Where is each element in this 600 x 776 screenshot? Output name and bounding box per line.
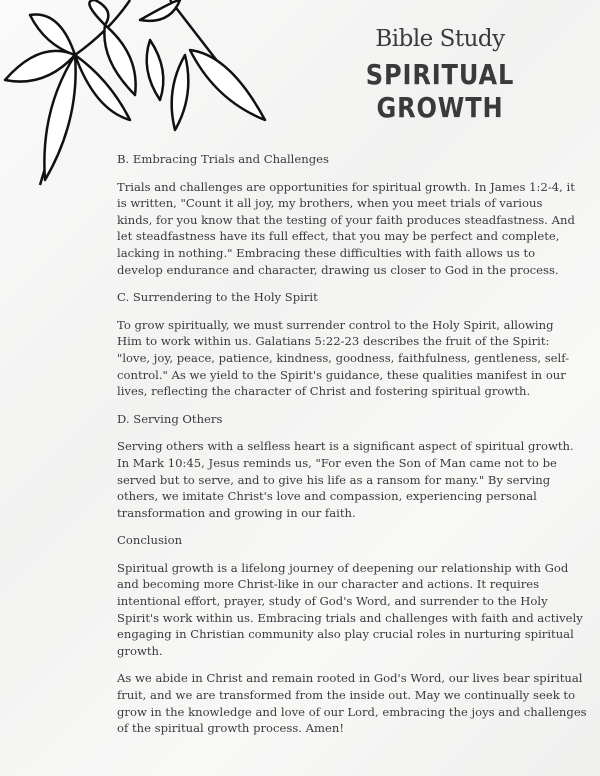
paragraph <box>117 317 587 400</box>
paragraph-line: intentional effort, prayer, study of God's Word, and surrender to the Holy <box>117 594 548 609</box>
paragraph-line: kinds, for you know that the testing of your faith produces steadfastness. And <box>117 212 575 227</box>
paragraph-line: To grow spiritually, we must surrender control to the Holy Spirit, allowing <box>117 317 554 332</box>
paragraph-line: growth. <box>117 643 163 658</box>
paragraph <box>117 670 587 736</box>
section-heading: C. Surrendering to the Holy Spirit <box>117 290 318 305</box>
paragraph <box>117 179 587 279</box>
paragraph-line: and becoming more Christ-like in our character and actions. It requires <box>117 577 540 592</box>
paragraph-line: transformation and growing in our faith. <box>117 505 356 520</box>
header-subtitle: SPIRITUAL GROWTH <box>365 58 515 124</box>
section-heading: B. Embracing Trials and Challenges <box>117 152 329 166</box>
paragraph-line: grow in the knowledge and love of our Lord, embracing the joys and challenges <box>117 704 587 719</box>
paragraph-line: let steadfastness have its full effect, that you may be perfect and complete, <box>117 229 560 244</box>
paragraph-line: fruit, and we are transformed from the inside out. May we continually seek to <box>117 688 576 703</box>
paragraph-line: lacking in nothing." Embracing these difficulties with faith allows us to <box>117 245 536 260</box>
paragraph-line: Serving others with a selfless heart is a significant aspect of spiritual growth. <box>117 439 574 454</box>
paragraph <box>117 438 587 521</box>
paragraph-line: Spirit's work within us. Embracing trials and challenges with faith and actively <box>117 610 583 625</box>
paragraph-line: develop endurance and character, drawing us closer to God in the process. <box>117 262 559 277</box>
paragraph-line: As we abide in Christ and remain rooted in God's Word, our lives bear spiritual <box>117 671 583 686</box>
paragraph-line: engaging in Christian community also play crucial roles in nurturing spiritual <box>117 627 574 642</box>
paragraph-line: Trials and challenges are opportunities for spiritual growth. In James 1:2-4, it <box>117 179 575 194</box>
paragraph-line: served but to serve, and to give his life as a ransom for many." By serving <box>117 472 551 487</box>
paragraph-line: In Mark 10:45, Jesus reminds us, "For even the Son of Man came not to be <box>117 455 557 470</box>
header-title: Bible Study <box>375 26 505 52</box>
paragraph-line: of the spiritual growth process. Amen! <box>117 721 344 736</box>
section-heading: Conclusion <box>117 533 183 548</box>
paragraph-line: others, we imitate Christ's love and compassion, experiencing personal <box>117 489 537 504</box>
paragraph-line: is written, "Count it all joy, my brothers, when you meet trials of various <box>117 196 543 211</box>
paragraph-line: Spiritual growth is a lifelong journey of deepening our relationship with God <box>117 560 569 575</box>
paragraph-line: Him to work within us. Galatians 5:22-23 describes the fruit of the Spirit: <box>117 334 550 349</box>
paragraph-line: lives, reflecting the character of Christ and fostering spiritual growth. <box>117 384 531 399</box>
paragraph <box>117 560 587 660</box>
paragraph-line: control." As we yield to the Spirit's guidance, these qualities manifest in our <box>117 367 566 382</box>
paragraph-line: "love, joy, peace, patience, kindness, goodness, faithfulness, gentleness, self- <box>117 350 570 365</box>
document-body <box>117 151 587 748</box>
section-heading: D. Serving Others <box>117 411 223 426</box>
